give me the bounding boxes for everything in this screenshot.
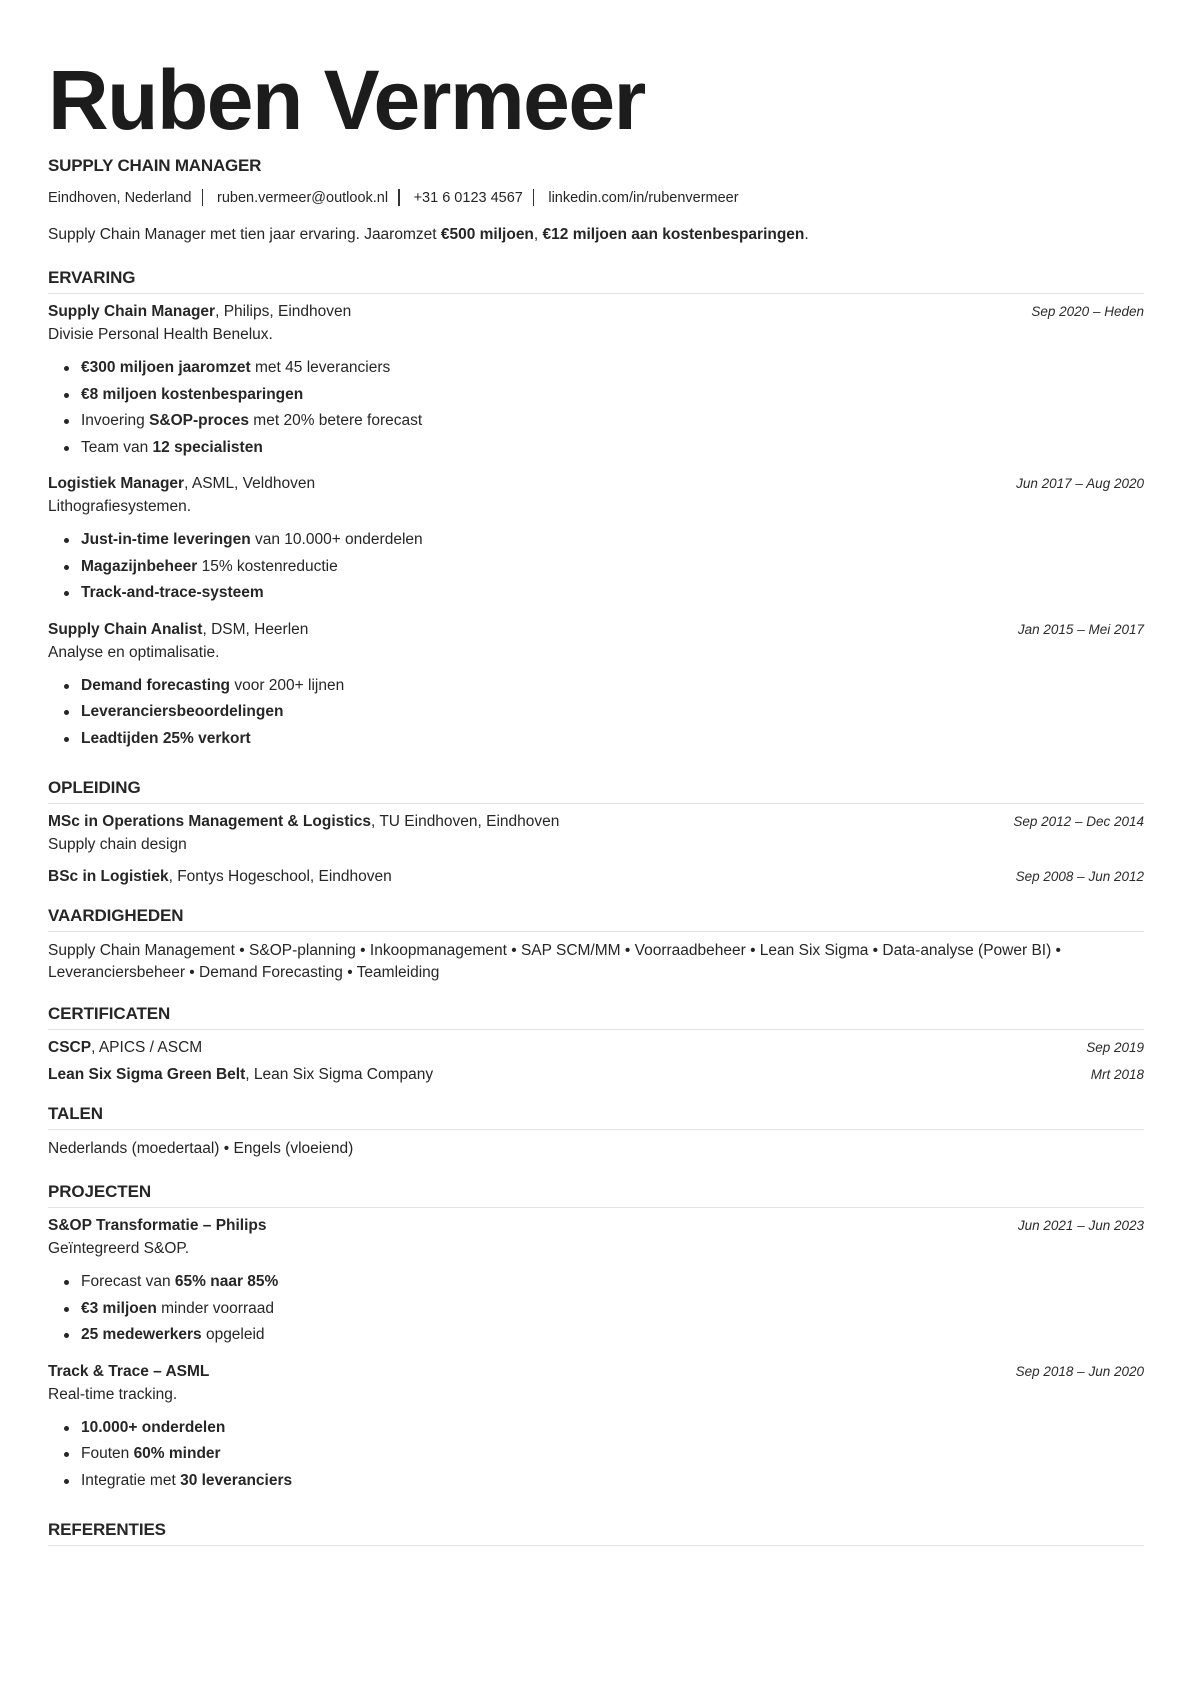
- list-item: Track-and-trace-systeem: [62, 580, 1144, 607]
- entry-title: [48, 303, 351, 321]
- section-title-education: OPLEIDING: [48, 778, 1144, 804]
- entry-header: [48, 1039, 1144, 1057]
- school: , TU Eindhoven, Eindhoven: [370, 813, 560, 830]
- contact-separator: [202, 189, 204, 206]
- list-item: Forecast van 65% naar 85%: [62, 1269, 1144, 1296]
- entry-header: [48, 303, 1144, 321]
- entry-title: [48, 475, 315, 493]
- job-role: Supply Chain Manager: [48, 303, 216, 320]
- experience-entry: [48, 621, 1144, 753]
- list-item: €3 miljoen minder voorraad: [62, 1296, 1144, 1323]
- entry-date: Mrt 2018: [1090, 1067, 1144, 1082]
- list-item: Team van 12 specialisten: [62, 435, 1144, 462]
- experience-section: [48, 268, 1144, 752]
- section-title-certificates: CERTIFICATEN: [48, 1004, 1144, 1030]
- achievement-list: [62, 355, 1144, 461]
- achievement-list: [62, 527, 1144, 607]
- job-org: , ASML, Veldhoven: [184, 475, 316, 492]
- candidate-role: SUPPLY CHAIN MANAGER: [48, 156, 262, 175]
- entry-header: [48, 1363, 1144, 1381]
- references-section: [48, 1520, 1144, 1546]
- entry-date: Jun 2017 – Aug 2020: [1016, 476, 1144, 491]
- list-item: Demand forecasting voor 200+ lijnen: [62, 673, 1144, 700]
- education-section: [48, 778, 1144, 886]
- summary-highlight: €12 miljoen aan kostenbesparingen: [542, 226, 805, 243]
- entry-description: Real-time tracking.: [48, 1385, 178, 1403]
- job-org: , Philips, Eindhoven: [215, 303, 352, 320]
- entry-date: Jun 2021 – Jun 2023: [1017, 1218, 1144, 1233]
- degree: MSc in Operations Management & Logistics: [48, 813, 371, 830]
- section-title-references: REFERENTIES: [48, 1520, 1144, 1546]
- certificate-entry: [48, 1039, 1144, 1057]
- candidate-name: Ruben Vermeer: [48, 53, 645, 147]
- certificate-name: Lean Six Sigma Green Belt: [48, 1066, 246, 1083]
- project-name: S&OP Transformatie – Philips: [48, 1217, 267, 1234]
- list-item: Just-in-time leveringen van 10.000+ onderdelen: [62, 527, 1144, 554]
- resume-page: [48, 0, 1144, 1546]
- achievement-list: [62, 673, 1144, 753]
- entry-date: Sep 2018 – Jun 2020: [1015, 1363, 1144, 1379]
- profile-summary: [48, 226, 1144, 244]
- skills-list: Supply Chain Management • S&OP-planning • Inkoopmanagement • SAP SCM/MM • Voorraadbeheer • Lean Six Sigma • Data-analyse (Power BI) • Leveranciersbeheer • Demand Forecasting • Teamleiding: [48, 942, 1061, 981]
- entry-header: [48, 1217, 1144, 1235]
- entry-description: Geïntegreerd S&OP.: [48, 1240, 190, 1257]
- entry-header: [48, 868, 1144, 886]
- entry-title: [48, 621, 308, 639]
- entry-title: [48, 813, 559, 831]
- contact-linkedin[interactable]: linkedin.com/in/rubenvermeer: [548, 189, 739, 206]
- contact-email[interactable]: ruben.vermeer@outlook.nl: [217, 189, 389, 206]
- resume-header: [48, 53, 1144, 244]
- entry-title: [48, 868, 392, 886]
- entry-date: Jan 2015 – Mei 2017: [1017, 621, 1144, 637]
- summary-text: ,: [533, 226, 543, 243]
- list-item: 25 medewerkers opgeleid: [62, 1322, 1144, 1349]
- entry-description: Supply chain design: [48, 836, 187, 853]
- contact-line: [48, 189, 1144, 206]
- list-item: 10.000+ onderdelen: [62, 1415, 1144, 1442]
- list-item: €8 miljoen kostenbesparingen: [62, 382, 1144, 409]
- certificate-entry: [48, 1066, 1144, 1084]
- summary-text: Supply Chain Manager met tien jaar ervaring. Jaaromzet: [48, 226, 441, 243]
- education-entry: [48, 813, 1144, 854]
- entry-date: Sep 2019: [1086, 1040, 1144, 1055]
- entry-date: Sep 2008 – Jun 2012: [1015, 869, 1144, 884]
- job-role: Logistiek Manager: [48, 475, 185, 492]
- list-item: €300 miljoen jaaromzet met 45 leveranciers: [62, 355, 1144, 382]
- job-role: Supply Chain Analist: [48, 620, 203, 638]
- school: , Fontys Hogeschool, Eindhoven: [168, 868, 392, 885]
- section-title-experience: ERVARING: [48, 268, 1144, 294]
- achievement-list: [62, 1269, 1144, 1349]
- languages-section: [48, 1104, 1144, 1160]
- entry-date: Sep 2012 – Dec 2014: [1013, 814, 1144, 829]
- entry-header: [48, 621, 1144, 639]
- list-item: Magazijnbeheer 15% kostenreductie: [62, 554, 1144, 581]
- certificates-section: [48, 1004, 1144, 1084]
- certificate-issuer: , APICS / ASCM: [91, 1039, 203, 1056]
- certificate-name: CSCP: [48, 1039, 92, 1056]
- summary-text: .: [804, 226, 809, 243]
- job-org: , DSM, Heerlen: [202, 620, 309, 638]
- contact-phone[interactable]: +31 6 0123 4567: [413, 189, 523, 206]
- list-item: Fouten 60% minder: [62, 1441, 1144, 1468]
- contact-location: Eindhoven, Nederland: [48, 189, 192, 206]
- experience-entry: [48, 475, 1144, 607]
- project-name: Track & Trace – ASML: [48, 1362, 210, 1380]
- entry-description: Divisie Personal Health Benelux.: [48, 326, 273, 343]
- entry-header: [48, 813, 1144, 831]
- list-item: Invoering S&OP-proces met 20% betere forecast: [62, 408, 1144, 435]
- project-entry: [48, 1217, 1144, 1349]
- entry-description: Lithografiesystemen.: [48, 498, 192, 515]
- entry-description: Analyse en optimalisatie.: [48, 643, 220, 661]
- certificate-issuer: , Lean Six Sigma Company: [245, 1066, 434, 1083]
- section-title-languages: TALEN: [48, 1104, 1144, 1130]
- languages-list: Nederlands (moedertaal) • Engels (vloeiend): [48, 1140, 354, 1157]
- summary-highlight: €500 miljoen: [440, 226, 534, 243]
- education-entry: [48, 868, 1144, 886]
- skills-section: [48, 906, 1144, 984]
- entry-header: [48, 475, 1144, 493]
- entry-title: [48, 1039, 202, 1057]
- contact-separator: [533, 189, 535, 206]
- entry-title: [48, 1066, 433, 1084]
- achievement-list: [62, 1415, 1144, 1495]
- section-title-skills: VAARDIGHEDEN: [48, 906, 1144, 932]
- list-item: Leveranciersbeoordelingen: [62, 699, 1144, 726]
- list-item: Integratie met 30 leveranciers: [62, 1468, 1144, 1495]
- projects-section: [48, 1182, 1144, 1494]
- contact-separator: [398, 189, 400, 206]
- project-entry: [48, 1363, 1144, 1495]
- section-title-projects: PROJECTEN: [48, 1182, 1144, 1208]
- entry-header: [48, 1066, 1144, 1084]
- degree: BSc in Logistiek: [48, 868, 169, 885]
- list-item: Leadtijden 25% verkort: [62, 726, 1144, 753]
- experience-entry: [48, 303, 1144, 461]
- entry-date: Sep 2020 – Heden: [1031, 304, 1144, 319]
